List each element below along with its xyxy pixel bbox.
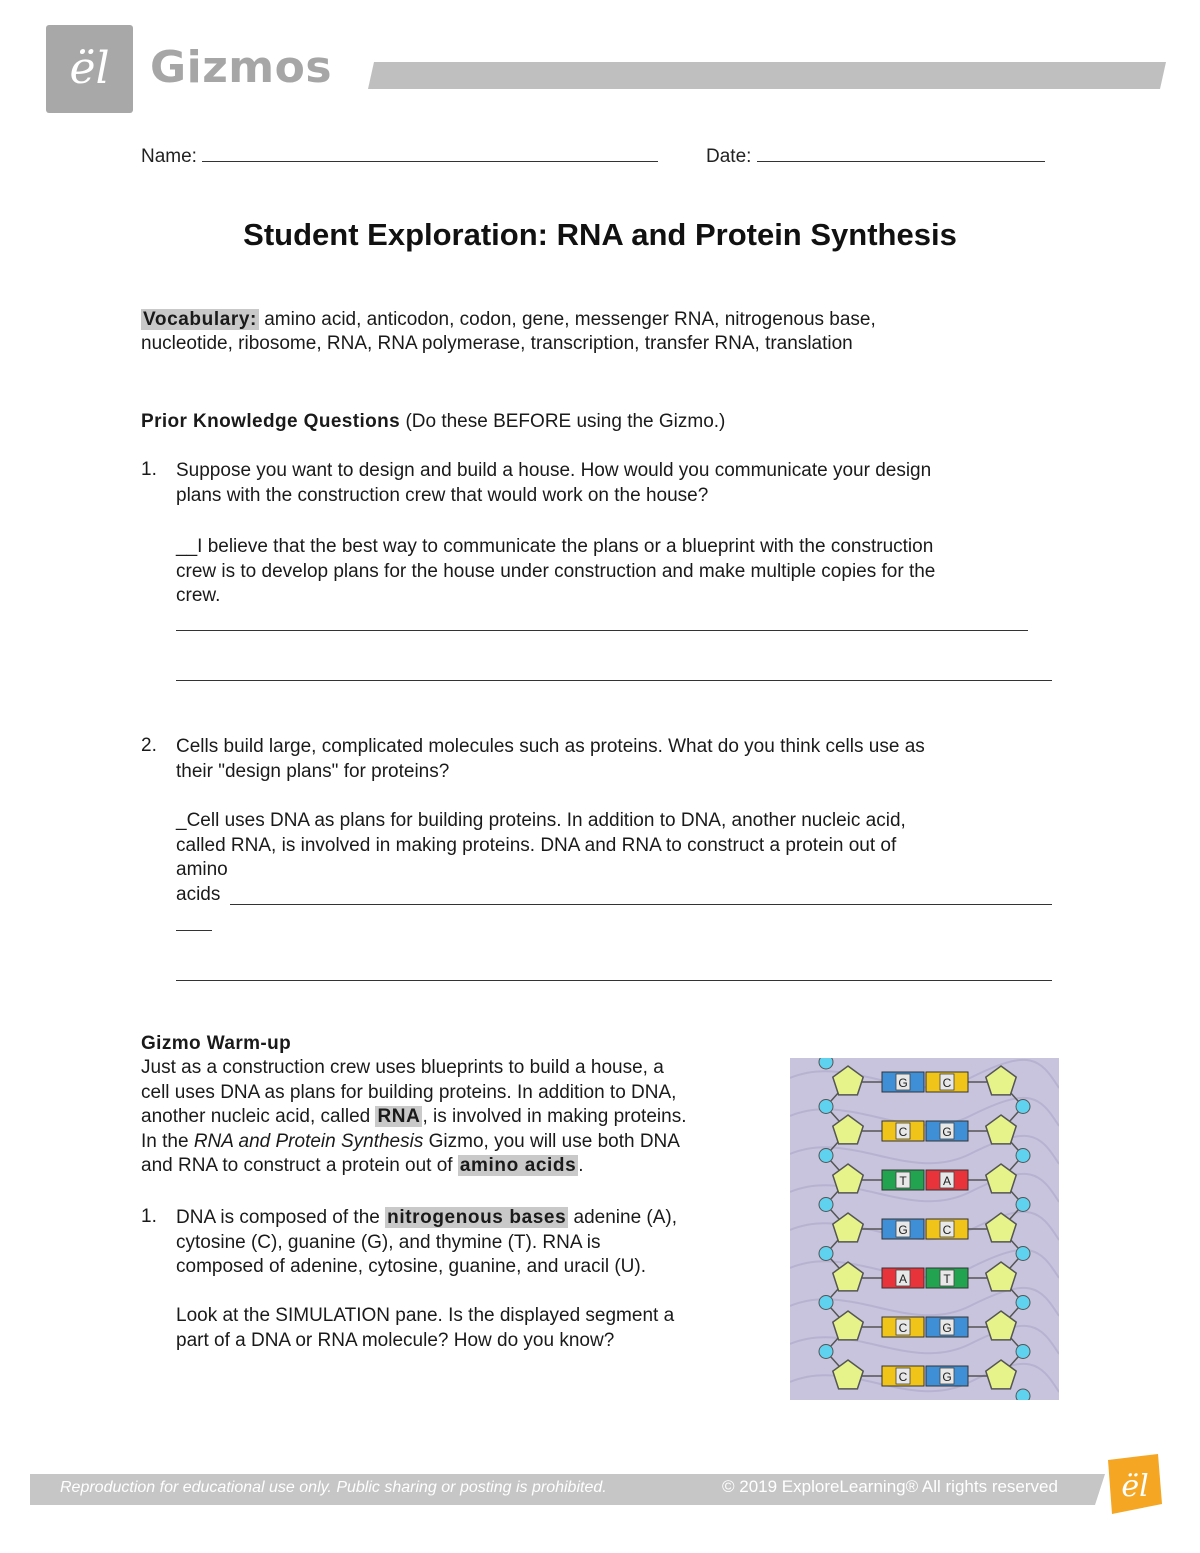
prior-knowledge-heading-row <box>141 410 725 435</box>
sugar-pentagon <box>833 1066 863 1095</box>
date-blank[interactable] <box>757 144 1045 162</box>
header-bar <box>368 62 1166 89</box>
warmup-question-1 <box>176 1206 677 1353</box>
dna-illustration <box>790 1058 1059 1400</box>
question-number: 1. <box>141 1206 157 1227</box>
answer-line: __I believe that the best way to communicate the plans or a blueprint with the construction <box>176 536 934 557</box>
warmup-q-line: part of a DNA or RNA molecule? How do you know? <box>176 1329 615 1351</box>
highlight-term: RNA <box>377 1106 421 1127</box>
date-label: Date: <box>706 146 752 167</box>
logo-mark: ël <box>69 43 110 94</box>
base-letter: G <box>942 1370 952 1384</box>
warmup-q-line: Look at the SIMULATION pane. Is the displayed segment a <box>176 1305 675 1326</box>
phosphate-circle <box>819 1149 833 1163</box>
text-span: and RNA to construct a protein out of <box>141 1155 458 1176</box>
phosphate-circle <box>819 1198 833 1212</box>
question-line: Suppose you want to design and build a house. How would you communicate your design <box>176 460 932 481</box>
answer-line: crew. <box>176 585 221 606</box>
phosphate-circle <box>819 1296 833 1310</box>
base-letter: A <box>898 1272 908 1286</box>
phosphate-circle <box>819 1058 833 1069</box>
phosphate-circle <box>1016 1149 1030 1163</box>
highlight-term: amino acids <box>459 1155 577 1176</box>
question-2-answer[interactable] <box>176 809 906 907</box>
answer-line: crew is to develop plans for the house under construction and make multiple copies for the <box>176 560 936 582</box>
date-field[interactable] <box>706 144 1045 168</box>
answer-line: acids <box>176 883 221 905</box>
warmup-heading: Gizmo Warm-up <box>141 1033 292 1054</box>
footer-logo-mark: ël <box>1121 1469 1149 1504</box>
warmup-q-line <box>176 1206 677 1231</box>
text-span: another nucleic acid, called <box>141 1106 376 1127</box>
warmup-line <box>141 1105 686 1130</box>
answer-line: _Cell uses DNA as plans for building proteins. In addition to DNA, another nucleic acid, <box>176 810 906 831</box>
base-letter: C <box>898 1125 908 1139</box>
prior-knowledge-note: (Do these BEFORE using the Gizmo.) <box>405 411 726 432</box>
brand-title: Gizmos <box>150 42 333 93</box>
dna-ladder-svg <box>790 1058 1059 1400</box>
name-field[interactable] <box>141 144 658 168</box>
answer-blank-line[interactable] <box>230 904 1052 905</box>
spacer <box>176 1280 677 1305</box>
question-number: 1. <box>141 459 157 480</box>
answer-line: amino <box>176 859 228 880</box>
question-1-answer[interactable] <box>176 535 935 609</box>
warmup-q-line: cytosine (C), guanine (G), and thymine (T). RNA is <box>176 1231 601 1253</box>
answer-blank-line[interactable] <box>176 680 1052 681</box>
text-span: DNA is composed of the <box>176 1207 386 1228</box>
base-letter: C <box>898 1321 908 1335</box>
footer-copyright: © 2019 ExploreLearning® All rights reserved <box>722 1477 1058 1496</box>
vocabulary-line-1 <box>141 308 876 333</box>
text-span: , is involved in making proteins. <box>422 1106 687 1127</box>
phosphate-circle <box>1016 1345 1030 1359</box>
phosphate-circle <box>1016 1389 1030 1400</box>
base-letter: T <box>899 1174 907 1188</box>
phosphate-circle <box>1016 1100 1030 1114</box>
question-2-text <box>176 735 925 784</box>
gizmo-name: RNA and Protein Synthesis <box>193 1130 424 1152</box>
explorelearning-logo-icon <box>1098 1452 1164 1518</box>
phosphate-circle <box>1016 1296 1030 1310</box>
vocabulary-label: Vocabulary: <box>143 309 257 330</box>
warmup-line <box>141 1154 686 1179</box>
vocabulary-terms-2: nucleotide, ribosome, RNA, RNA polymerase, transcription, transfer RNA, translation <box>141 333 853 354</box>
phosphate-circle <box>1016 1198 1030 1212</box>
gizmos-logo <box>46 25 133 113</box>
page-title: Student Exploration: RNA and Protein Synthesis <box>243 217 957 252</box>
base-letter: G <box>942 1321 952 1335</box>
warmup-q-line: composed of adenine, cytosine, guanine, and uracil (U). <box>176 1256 646 1277</box>
question-line: Cells build large, complicated molecules such as proteins. What do you think cells use as <box>176 736 925 757</box>
sugar-pentagon <box>986 1066 1016 1095</box>
name-blank[interactable] <box>202 144 658 162</box>
question-line: their "design plans" for proteins? <box>176 760 450 782</box>
question-number: 2. <box>141 735 157 756</box>
phosphate-circle <box>819 1100 833 1114</box>
base-letter: C <box>942 1076 952 1090</box>
phosphate-circle <box>819 1247 833 1261</box>
question-1-text <box>176 459 931 508</box>
base-letter: C <box>898 1370 908 1384</box>
phosphate-circle <box>1016 1247 1030 1261</box>
text-span: adenine (A), <box>568 1207 678 1228</box>
base-letter: G <box>942 1125 952 1139</box>
footer-notice: Reproduction for educational use only. Public sharing or posting is prohibited. <box>60 1479 607 1496</box>
warmup-line: Just as a construction crew uses blueprints to build a house, a <box>141 1057 664 1078</box>
answer-line: called RNA, is involved in making proteins. DNA and RNA to construct a protein out of <box>176 834 897 856</box>
text-span: . <box>578 1155 584 1176</box>
name-label: Name: <box>141 146 197 167</box>
vocabulary-terms-1: amino acid, anticodon, codon, gene, messenger RNA, nitrogenous base, <box>264 309 876 330</box>
answer-blank-line[interactable] <box>176 930 212 931</box>
warmup-line: cell uses DNA as plans for building proteins. In addition to DNA, <box>141 1081 677 1103</box>
warmup-paragraph <box>141 1056 686 1179</box>
answer-blank-line[interactable] <box>176 980 1052 981</box>
phosphate-circle <box>819 1345 833 1359</box>
base-letter: T <box>943 1272 951 1286</box>
question-line: plans with the construction crew that would work on the house? <box>176 484 709 506</box>
base-letter: C <box>942 1223 952 1237</box>
base-letter: G <box>898 1223 908 1237</box>
base-letter: G <box>898 1076 908 1090</box>
highlight-term: nitrogenous bases <box>387 1207 567 1228</box>
text-span: In the <box>141 1130 194 1152</box>
text-span: Gizmo, you will use both DNA <box>423 1130 680 1152</box>
answer-blank-line[interactable] <box>176 630 1028 631</box>
warmup-line <box>141 1130 686 1155</box>
prior-knowledge-heading: Prior Knowledge Questions <box>141 411 401 432</box>
base-letter: A <box>942 1174 952 1188</box>
